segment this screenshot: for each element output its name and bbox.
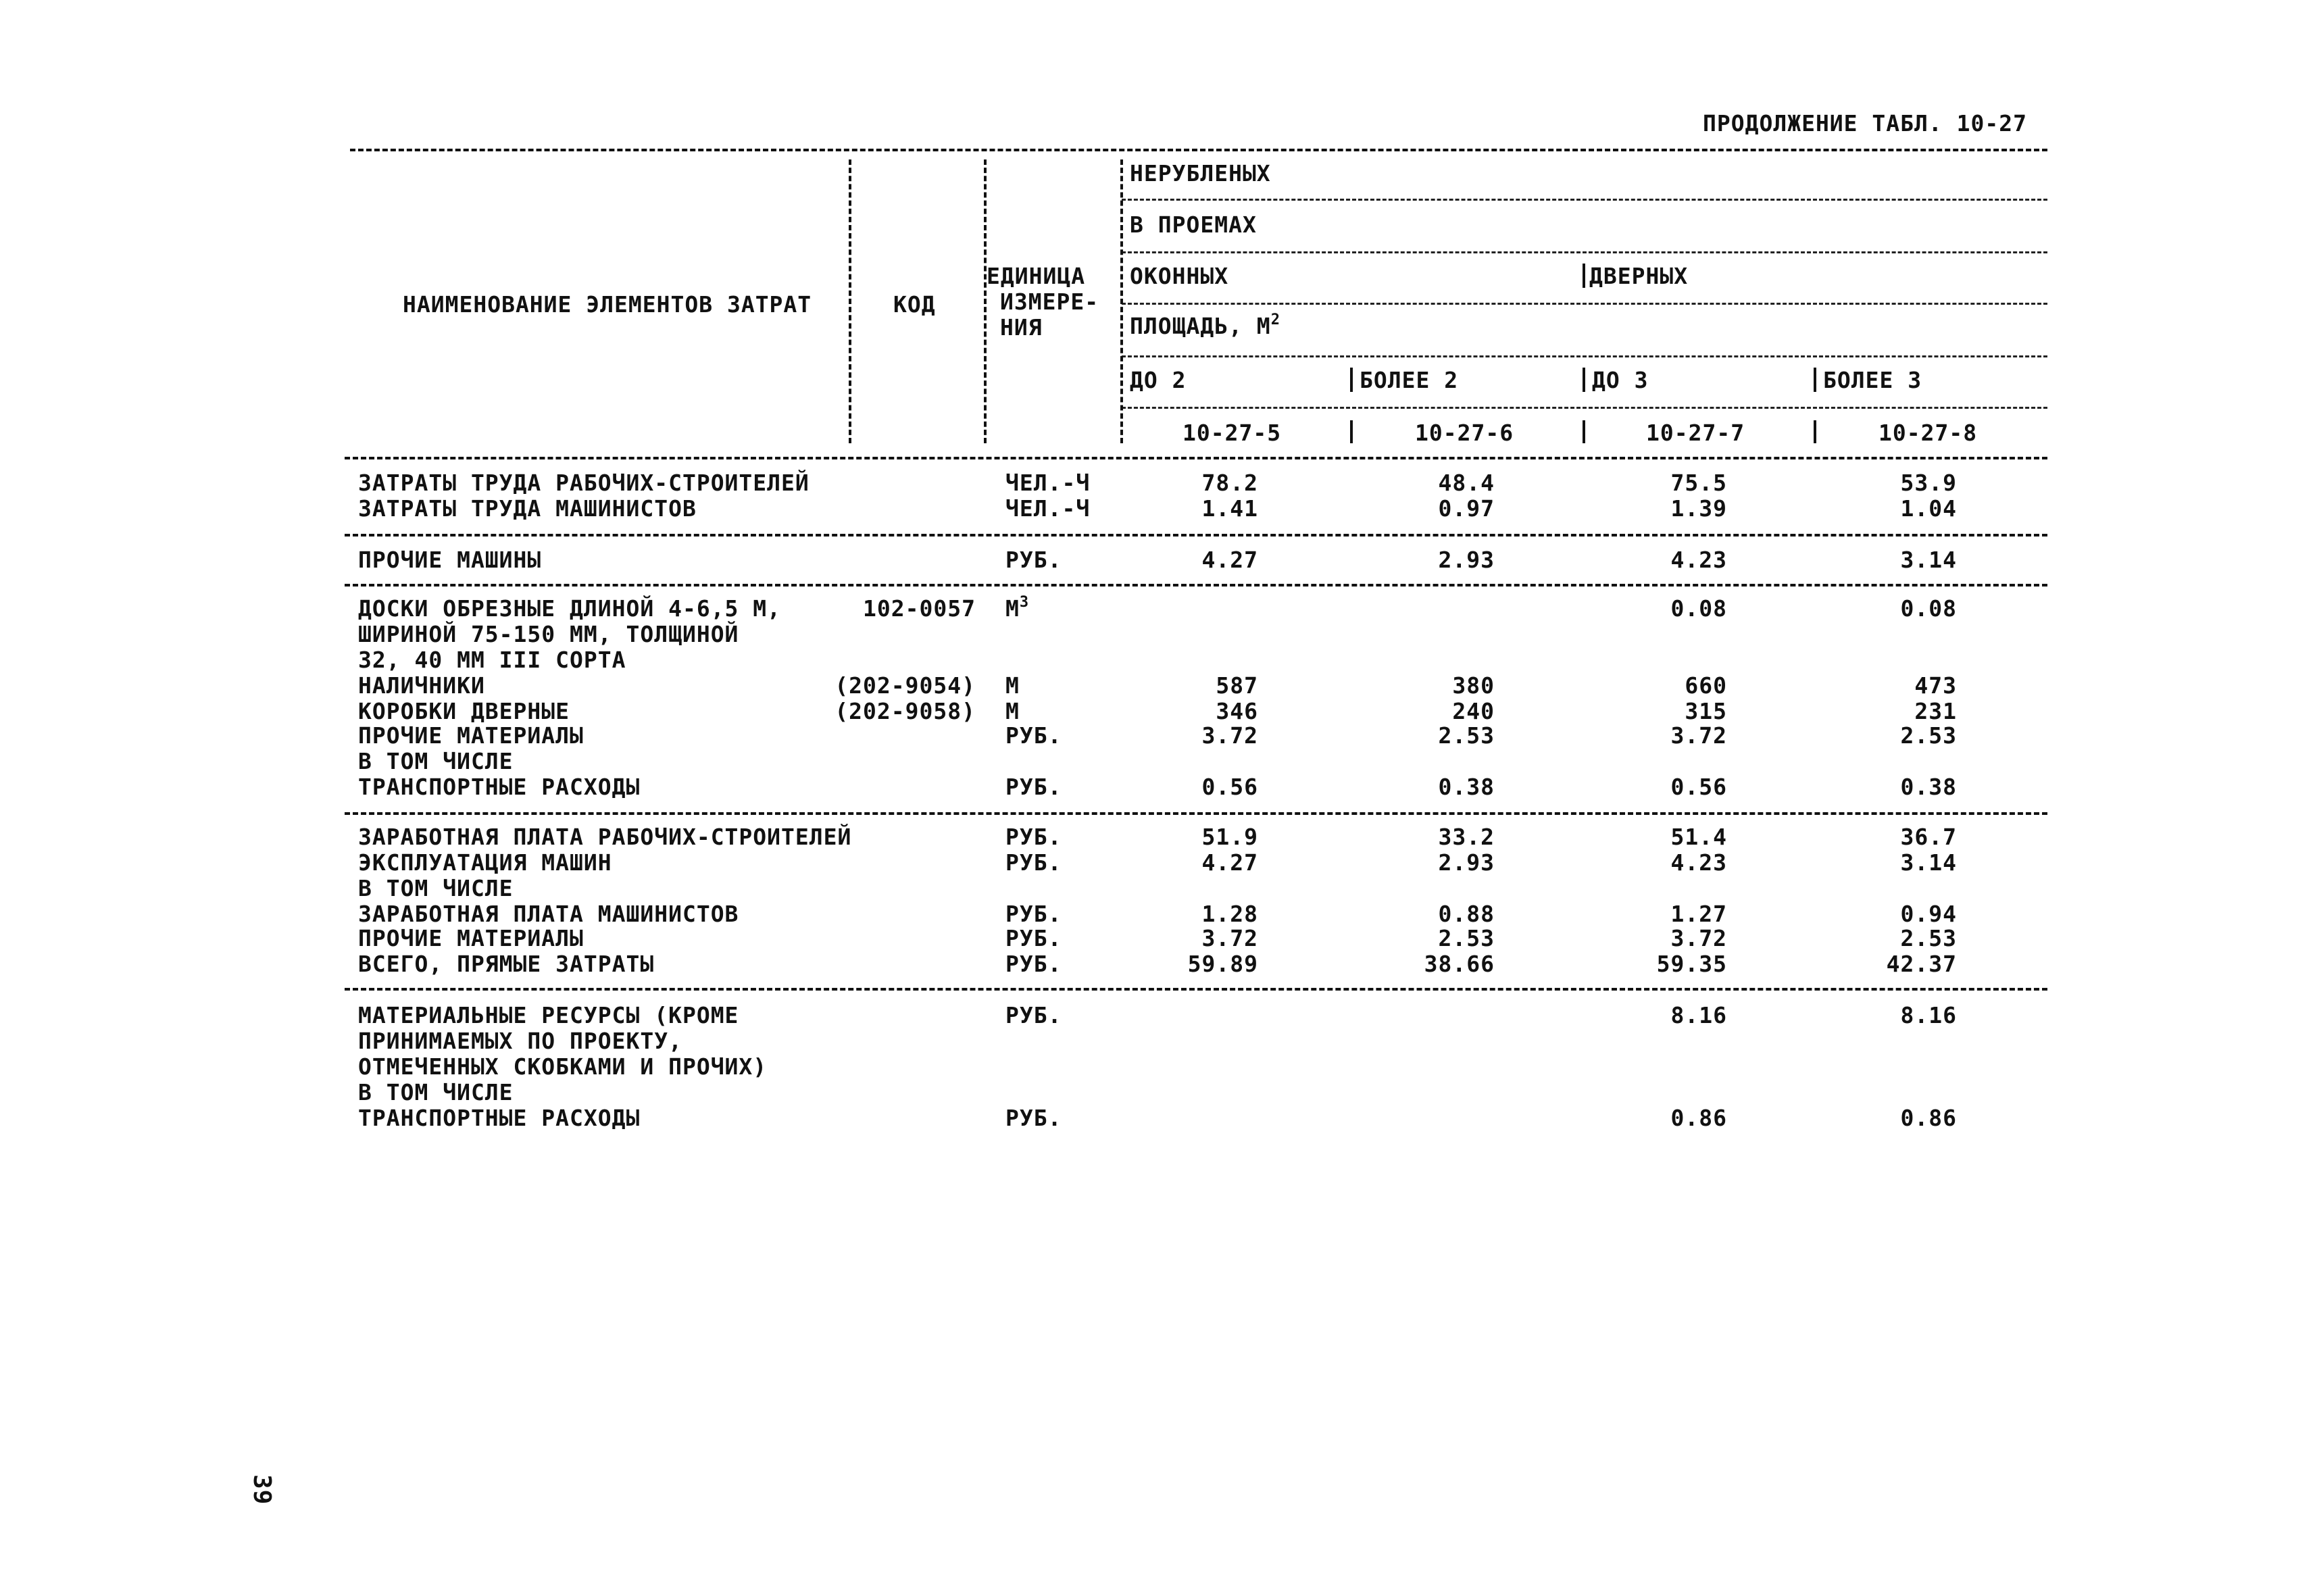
row-value: 36.7 xyxy=(1900,824,1957,850)
row-unit-label: РУБ. xyxy=(1005,849,1062,876)
row-unit xyxy=(1005,472,1090,494)
row-name: ЭКСПЛУАТАЦИЯ МАШИН xyxy=(358,849,612,876)
row-unit xyxy=(1005,826,1062,848)
row-name: НАЛИЧНИКИ xyxy=(358,672,485,699)
row-value: 0.86 xyxy=(1670,1105,1727,1131)
table-continuation-note: ПРОДОЛЖЕНИЕ ТАБЛ. 10-27 xyxy=(1703,110,2027,136)
row-value: 2.53 xyxy=(1438,925,1495,951)
row-name: ТРАНСПОРТНЫЕ РАСХОДЫ xyxy=(358,1105,641,1131)
column-header-name: НАИМЕНОВАНИЕ ЭЛЕМЕНТОВ ЗАТРАТ xyxy=(403,291,812,318)
section-rule xyxy=(345,584,2047,587)
header-divider xyxy=(1350,368,1353,392)
header-divider xyxy=(1814,368,1816,392)
row-name: В ТОМ ЧИСЛЕ xyxy=(358,748,514,774)
row-value: 4.23 xyxy=(1670,849,1727,876)
row-unit-label: РУБ. xyxy=(1005,824,1062,850)
header-item-code: 10-27-5 xyxy=(1183,420,1282,446)
row-name: ДОСКИ ОБРЕЗНЫЕ ДЛИНОЙ 4-6,5 М, xyxy=(358,595,782,622)
row-unit xyxy=(1005,724,1062,747)
column-header-unit-line: НИЯ xyxy=(1000,314,1043,341)
column-header-unit-line: ЕДИНИЦА xyxy=(987,263,1086,289)
header-area-label: ПЛОЩАДЬ, М xyxy=(1130,313,1271,339)
row-value: 59.89 xyxy=(1187,951,1258,977)
row-value: 53.9 xyxy=(1900,470,1957,496)
header-divider xyxy=(1814,420,1816,443)
row-unit xyxy=(1005,903,1062,925)
header-rule xyxy=(1122,407,2047,409)
row-value: 587 xyxy=(1216,672,1258,699)
row-value: 0.97 xyxy=(1438,495,1495,522)
row-value: 0.56 xyxy=(1201,774,1258,800)
row-value: 0.94 xyxy=(1900,901,1957,927)
row-unit xyxy=(1005,497,1090,520)
row-name: ЗАТРАТЫ ТРУДА МАШИНИСТОВ xyxy=(358,495,697,522)
header-range: ДО 2 xyxy=(1130,367,1187,393)
row-value: 0.08 xyxy=(1900,595,1957,622)
row-value: 3.14 xyxy=(1900,547,1957,573)
header-in-openings: В ПРОЕМАХ xyxy=(1130,211,1257,238)
row-name: КОРОБКИ ДВЕРНЫЕ xyxy=(358,698,570,724)
row-name: ЗАРАБОТНАЯ ПЛАТА РАБОЧИХ-СТРОИТЕЛЕЙ xyxy=(358,824,852,850)
row-unit-label: РУБ. xyxy=(1005,925,1062,951)
row-unit-label: М xyxy=(1005,672,1020,699)
row-value: 0.08 xyxy=(1670,595,1727,622)
row-unit-label: ЧЕЛ.-Ч xyxy=(1005,470,1091,496)
header-rule xyxy=(1122,251,2047,253)
row-value: 38.66 xyxy=(1424,951,1495,977)
row-name: ШИРИНОЙ 75-150 ММ, ТОЛЩИНОЙ xyxy=(358,621,739,647)
row-value: 33.2 xyxy=(1438,824,1495,850)
header-range: ДО 3 xyxy=(1592,367,1649,393)
row-unit-label: М xyxy=(1005,698,1020,724)
row-value: 2.93 xyxy=(1438,849,1495,876)
row-code: (202-9054) xyxy=(835,672,976,699)
row-unit xyxy=(1005,674,1020,697)
header-item-code: 10-27-7 xyxy=(1646,420,1745,446)
row-unit xyxy=(1005,549,1062,571)
row-name: ПРИНИМАЕМЫХ ПО ПРОЕКТУ, xyxy=(358,1028,682,1054)
row-value: 51.4 xyxy=(1670,824,1727,850)
section-rule xyxy=(345,988,2047,991)
row-name: ВСЕГО, ПРЯМЫЕ ЗАТРАТЫ xyxy=(358,951,655,977)
row-name: В ТОМ ЧИСЛЕ xyxy=(358,1079,514,1105)
row-value: 75.5 xyxy=(1670,470,1727,496)
row-name: ЗАТРАТЫ ТРУДА РАБОЧИХ-СТРОИТЕЛЕЙ xyxy=(358,470,810,496)
header-rule xyxy=(1122,355,2047,357)
row-value: 4.27 xyxy=(1201,547,1258,573)
header-divider xyxy=(1583,264,1585,288)
header-divider xyxy=(1120,159,1123,443)
row-value: 51.9 xyxy=(1201,824,1258,850)
header-divider xyxy=(1583,420,1585,443)
row-unit xyxy=(1005,700,1020,722)
row-value: 0.56 xyxy=(1670,774,1727,800)
row-value: 1.27 xyxy=(1670,901,1727,927)
row-value: 380 xyxy=(1452,672,1495,699)
row-value: 8.16 xyxy=(1670,1002,1727,1028)
row-unit-label: РУБ. xyxy=(1005,901,1062,927)
row-value: 346 xyxy=(1216,698,1258,724)
row-value: 3.14 xyxy=(1900,849,1957,876)
row-value: 59.35 xyxy=(1656,951,1727,977)
row-name: 32, 40 ММ III СОРТА xyxy=(358,647,626,673)
row-value: 3.72 xyxy=(1201,925,1258,951)
row-name: ЗАРАБОТНАЯ ПЛАТА МАШИНИСТОВ xyxy=(358,901,739,927)
row-unit-label: РУБ. xyxy=(1005,951,1062,977)
row-code: (202-9058) xyxy=(835,698,976,724)
row-value: 0.38 xyxy=(1900,774,1957,800)
page-number: 39 xyxy=(248,1474,276,1505)
row-unit-label: ЧЕЛ.-Ч xyxy=(1005,495,1091,522)
row-name: МАТЕРИАЛЬНЫЕ РЕСУРСЫ (КРОМЕ xyxy=(358,1002,739,1028)
row-value: 1.28 xyxy=(1201,901,1258,927)
row-value: 315 xyxy=(1685,698,1727,724)
row-unit xyxy=(1005,594,1030,622)
header-bottom-rule xyxy=(345,457,2047,459)
header-divider xyxy=(984,159,987,443)
header-area xyxy=(1130,311,1280,339)
header-divider xyxy=(1583,368,1585,392)
row-value: 78.2 xyxy=(1201,470,1258,496)
row-value: 3.72 xyxy=(1670,925,1727,951)
row-unit-label: М xyxy=(1005,595,1020,622)
row-value: 2.93 xyxy=(1438,547,1495,573)
row-value: 2.53 xyxy=(1900,722,1957,749)
row-value: 4.27 xyxy=(1201,849,1258,876)
row-unit-label: РУБ. xyxy=(1005,722,1062,749)
row-unit xyxy=(1005,927,1062,949)
row-name: ПРОЧИЕ МАТЕРИАЛЫ xyxy=(358,925,584,951)
row-value: 3.72 xyxy=(1670,722,1727,749)
header-area-superscript: 2 xyxy=(1270,311,1280,328)
row-unit-label: РУБ. xyxy=(1005,547,1062,573)
row-value: 473 xyxy=(1914,672,1957,699)
row-value: 1.04 xyxy=(1900,495,1957,522)
row-code: 102-0057 xyxy=(863,595,976,622)
row-value: 0.38 xyxy=(1438,774,1495,800)
row-value: 0.86 xyxy=(1900,1105,1957,1131)
row-unit-label: РУБ. xyxy=(1005,1002,1062,1028)
column-header-code: КОД xyxy=(893,291,936,318)
header-range: БОЛЕЕ 3 xyxy=(1823,367,1922,393)
row-value: 660 xyxy=(1685,672,1727,699)
row-unit-label: РУБ. xyxy=(1005,1105,1062,1131)
row-name: ОТМЕЧЕННЫХ СКОБКАМИ И ПРОЧИХ) xyxy=(358,1053,768,1080)
row-name: В ТОМ ЧИСЛЕ xyxy=(358,875,514,901)
row-unit-superscript: 3 xyxy=(1019,594,1030,611)
row-name: ТРАНСПОРТНЫЕ РАСХОДЫ xyxy=(358,774,641,800)
row-value: 48.4 xyxy=(1438,470,1495,496)
row-unit xyxy=(1005,953,1062,975)
section-rule xyxy=(345,812,2047,815)
section-rule xyxy=(345,534,2047,537)
table-top-rule xyxy=(350,149,2047,151)
row-value: 42.37 xyxy=(1886,951,1957,977)
row-value: 3.72 xyxy=(1201,722,1258,749)
row-value: 4.23 xyxy=(1670,547,1727,573)
column-header-unit-line: ИЗМЕРЕ- xyxy=(1000,289,1099,315)
header-door: ДВЕРНЫХ xyxy=(1589,263,1689,289)
header-divider xyxy=(849,159,851,443)
row-unit-label: РУБ. xyxy=(1005,774,1062,800)
row-value: 231 xyxy=(1914,698,1957,724)
row-value: 240 xyxy=(1452,698,1495,724)
header-unhewn: НЕРУБЛЕНЫХ xyxy=(1130,160,1271,186)
row-unit xyxy=(1005,1004,1062,1026)
row-value: 1.41 xyxy=(1201,495,1258,522)
row-value: 8.16 xyxy=(1900,1002,1957,1028)
header-item-code: 10-27-6 xyxy=(1415,420,1514,446)
header-window: ОКОННЫХ xyxy=(1130,263,1229,289)
row-value: 2.53 xyxy=(1438,722,1495,749)
row-value: 1.39 xyxy=(1670,495,1727,522)
header-rule xyxy=(1122,199,2047,201)
row-name: ПРОЧИЕ МАТЕРИАЛЫ xyxy=(358,722,584,749)
row-unit xyxy=(1005,1107,1062,1129)
header-rule xyxy=(1122,303,2047,305)
header-item-code: 10-27-8 xyxy=(1878,420,1978,446)
header-divider xyxy=(1350,420,1353,443)
row-unit xyxy=(1005,776,1062,798)
row-unit xyxy=(1005,851,1062,874)
row-value: 2.53 xyxy=(1900,925,1957,951)
header-range: БОЛЕЕ 2 xyxy=(1360,367,1459,393)
row-value: 0.88 xyxy=(1438,901,1495,927)
row-name: ПРОЧИЕ МАШИНЫ xyxy=(358,547,542,573)
